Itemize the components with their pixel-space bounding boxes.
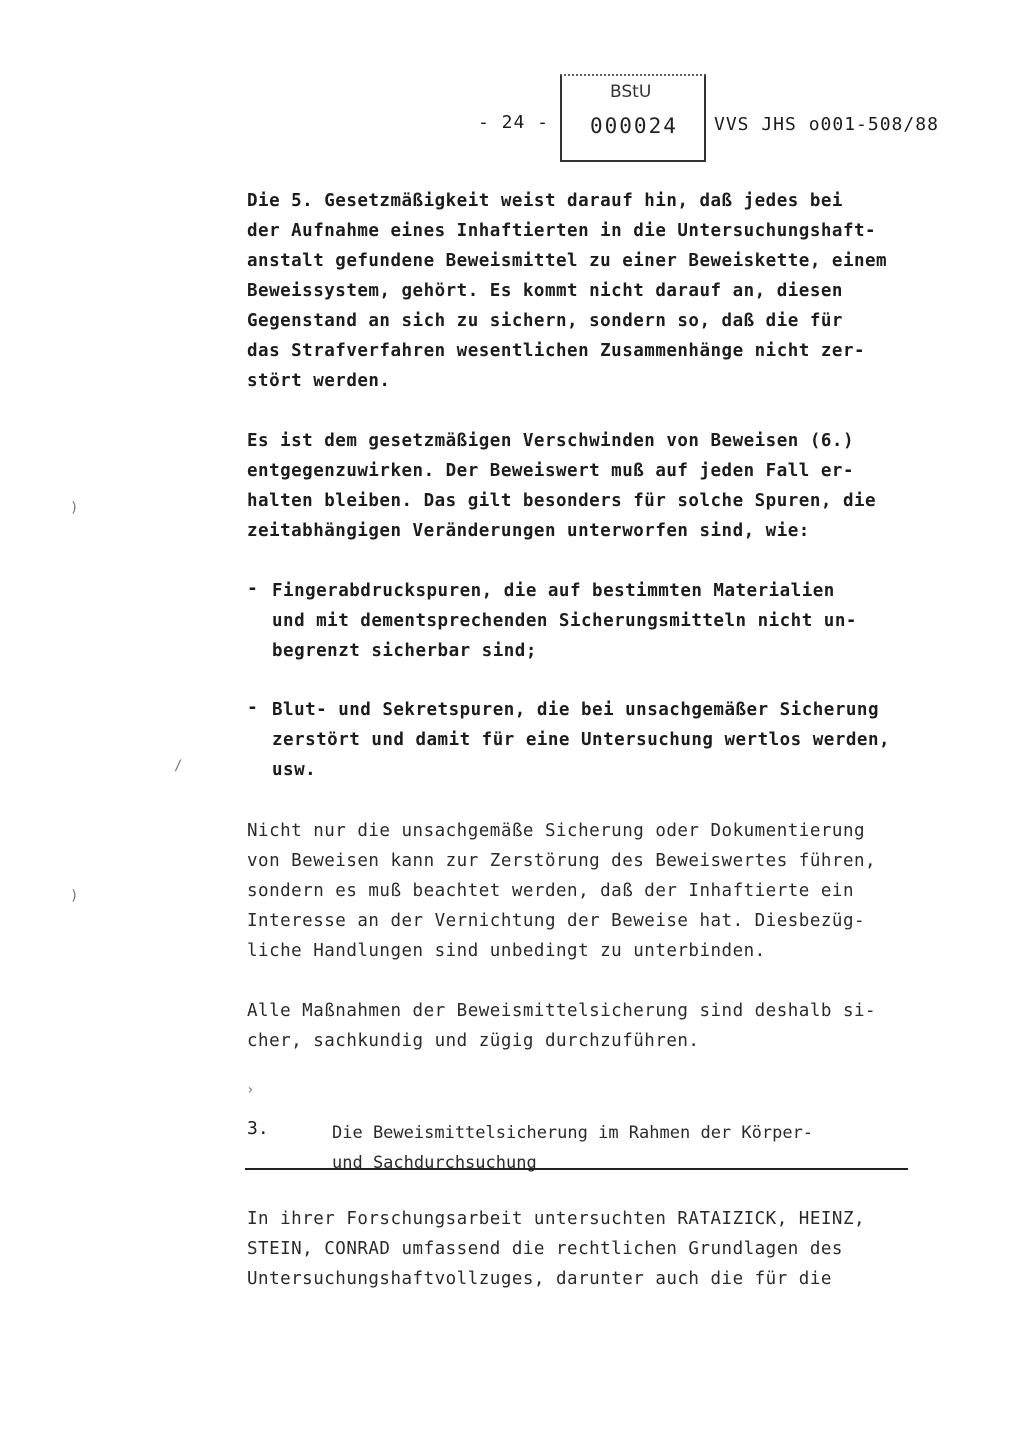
paragraph-2: Es ist dem gesetzmäßigen Verschwinden von Beweisen (6.) entgegenzuwirken. Der Beweiswert muß auf jeden Fall er- halten bleiben. Das gilt besonders für solche Spuren, die zeitabhängigen Veränderungen unterworfen sind, wie: (247, 431, 877, 541)
paragraph-1: Die 5. Gesetzmäßigkeit weist darauf hin, daß jedes bei der Aufnahme eines Inhaftierten in die Untersuchungshaft- anstalt gefundene Beweismittel zu einer Beweiskette, einem Beweissystem, gehört. Es kommt nicht darauf an, diesen Gegenstand an sich zu sichern, sondern so, daß die für das Strafverfahren wesentlichen Zusammenhänge nicht zer- stört werden. (247, 191, 888, 391)
margin-mark: › (246, 1082, 255, 1098)
archive-stamp (560, 74, 706, 162)
paragraph-5: In ihrer Forschungsarbeit untersuchten RATAIZICK, HEINZ, STEIN, CONRAD umfassend die rechtlichen Grundlagen des Untersuchungshaftvollzuges, darunter auch die für die (247, 1209, 866, 1289)
section-title: Die Beweismittelsicherung im Rahmen der Körper- und Sachdurchsuchung (332, 1123, 814, 1173)
stamp-label: BStU (610, 82, 652, 102)
stamp-number: 000024 (590, 114, 678, 138)
bullet-text: Fingerabdruckspuren, die auf bestimmten Materialien und mit dementsprechenden Sicherungsmitteln nicht un- begrenzt sicherbar sind; (272, 581, 857, 661)
section-underline (245, 1168, 908, 1170)
bullet-dash: - (247, 578, 258, 599)
paragraph-4: Alle Maßnahmen der Beweismittelsicherung sind deshalb si- cher, sachkundig und zügig durchzuführen. (247, 1001, 877, 1051)
bullet-text: Blut- und Sekretspuren, die bei unsachgemäßer Sicherung zerstört und damit für eine Untersuchung wertlos werden, usw. (272, 700, 891, 780)
margin-mark: / (174, 758, 183, 774)
page-number: - 24 - (478, 112, 550, 133)
section-number: 3. (247, 1118, 269, 1139)
document-reference: VVS JHS o001-508/88 (714, 114, 939, 135)
bullet-dash: - (247, 697, 258, 718)
paragraph-3: Nicht nur die unsachgemäße Sicherung oder Dokumentierung von Beweisen kann zur Zerstörung des Beweiswertes führen, sondern es muß beachtet werden, daß der Inhaftierte ein Interesse an der Vernichtung der Beweise hat. Diesbezüg- liche Handlungen sind unbedingt zu unterbinden. (247, 821, 877, 961)
margin-mark: ) (70, 500, 79, 516)
margin-mark: ) (70, 888, 79, 904)
